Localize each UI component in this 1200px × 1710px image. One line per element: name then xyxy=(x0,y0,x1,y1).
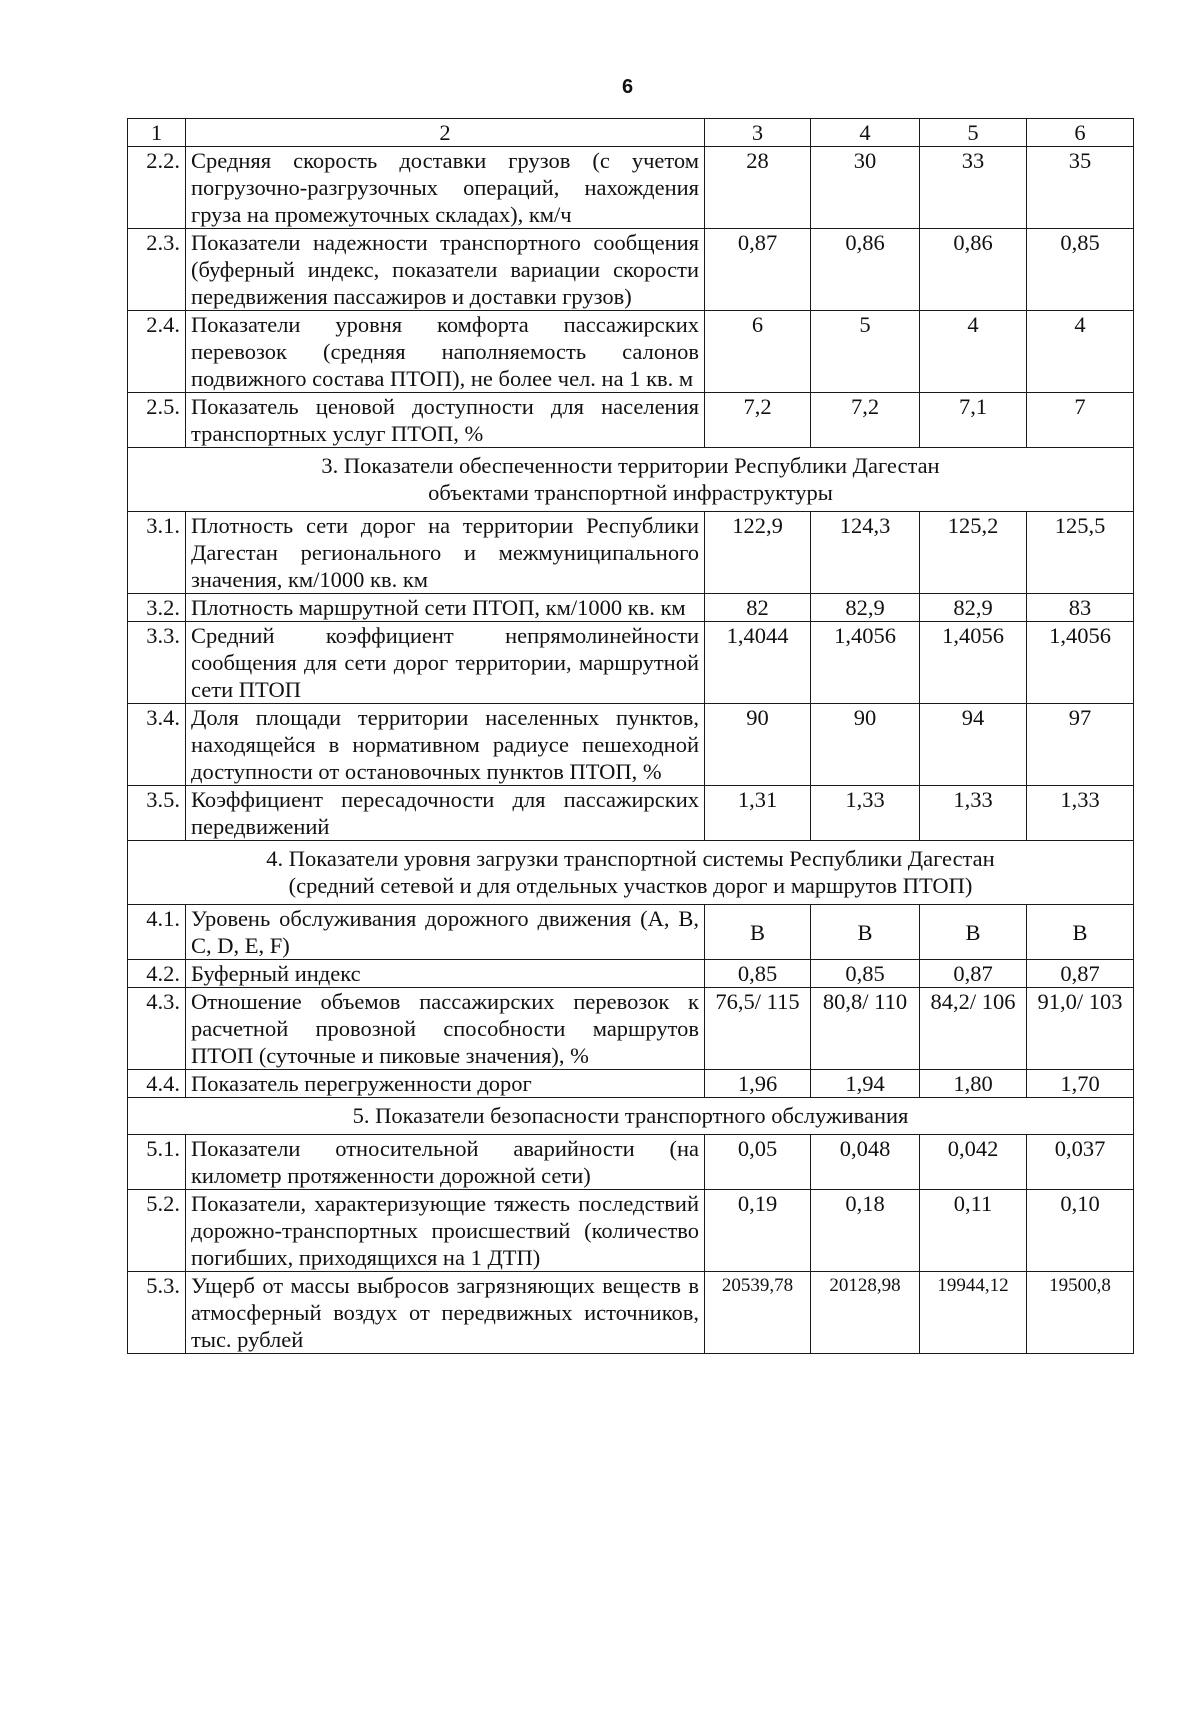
value-col-4: 90 xyxy=(811,704,920,786)
indicator-description: Показатели уровня комфорта пассажирских перевозок (средняя наполняемость салонов подвижного состава ПТОП), не более чел. на 1 кв. м xyxy=(186,311,705,393)
value-col-3: 20539,78 xyxy=(705,1272,811,1354)
value-col-4: 82,9 xyxy=(811,594,920,622)
value-col-6: 97 xyxy=(1027,704,1134,786)
indicator-number: 4.4. xyxy=(128,1070,186,1098)
indicator-description: Доля площади территории населенных пунктов, находящейся в нормативном радиусе пешеходной доступности от остановочных пунктов ПТОП, % xyxy=(186,704,705,786)
indicator-number: 5.2. xyxy=(128,1190,186,1272)
value-col-4: 0,86 xyxy=(811,229,920,311)
value-col-5: B xyxy=(920,905,1027,960)
value-col-3: 28 xyxy=(705,147,811,229)
value-col-5: 4 xyxy=(920,311,1027,393)
indicator-row xyxy=(128,704,1134,786)
indicator-number: 5.3. xyxy=(128,1272,186,1354)
indicator-row xyxy=(128,594,1134,622)
value-col-6: 19500,8 xyxy=(1027,1272,1134,1354)
value-col-5: 1,4056 xyxy=(920,622,1027,704)
indicator-description: Ущерб от массы выбросов загрязняющих веществ в атмосферный воздух от передвижных источников, тыс. рублей xyxy=(186,1272,705,1354)
indicator-number: 3.4. xyxy=(128,704,186,786)
value-col-4: 30 xyxy=(811,147,920,229)
indicator-row xyxy=(128,960,1134,988)
indicator-row xyxy=(128,1190,1134,1272)
indicator-number: 5.1. xyxy=(128,1135,186,1190)
indicator-row xyxy=(128,229,1134,311)
value-col-6: 35 xyxy=(1027,147,1134,229)
section-heading xyxy=(128,1098,1134,1135)
indicator-number: 2.2. xyxy=(128,147,186,229)
value-col-3: 0,05 xyxy=(705,1135,811,1190)
column-number-cell: 6 xyxy=(1027,119,1134,147)
section-heading xyxy=(128,841,1134,905)
value-col-4: 1,33 xyxy=(811,786,920,841)
value-col-4: 80,8/ 110 xyxy=(811,988,920,1070)
value-col-4: 0,18 xyxy=(811,1190,920,1272)
section-heading-row xyxy=(128,448,1134,512)
value-col-4: 0,85 xyxy=(811,960,920,988)
indicator-number: 4.1. xyxy=(128,905,186,960)
value-col-5: 0,86 xyxy=(920,229,1027,311)
value-col-4: 0,048 xyxy=(811,1135,920,1190)
value-col-6: 0,037 xyxy=(1027,1135,1134,1190)
value-col-3: B xyxy=(705,905,811,960)
section-heading-line: 5. Показатели безопасности транспортного обслуживания xyxy=(352,1103,909,1128)
indicators-table xyxy=(127,118,1134,1354)
value-col-3: 1,31 xyxy=(705,786,811,841)
column-number-cell: 3 xyxy=(705,119,811,147)
indicator-row xyxy=(128,1070,1134,1098)
section-heading-row xyxy=(128,841,1134,905)
value-col-6: 1,4056 xyxy=(1027,622,1134,704)
value-col-3: 90 xyxy=(705,704,811,786)
indicator-number: 3.5. xyxy=(128,786,186,841)
section-heading-line: (средний сетевой и для отдельных участков дорог и маршрутов ПТОП) xyxy=(288,873,973,898)
indicator-number: 2.4. xyxy=(128,311,186,393)
value-col-5: 82,9 xyxy=(920,594,1027,622)
value-col-6: 1,33 xyxy=(1027,786,1134,841)
section-heading xyxy=(128,448,1134,512)
value-col-3: 76,5/ 115 xyxy=(705,988,811,1070)
indicator-description: Средняя скорость доставки грузов (с учетом погрузочно-разгрузочных операций, нахождения груза на промежуточных складах), км/ч xyxy=(186,147,705,229)
value-col-6: B xyxy=(1027,905,1134,960)
value-col-5: 0,11 xyxy=(920,1190,1027,1272)
indicator-row xyxy=(128,905,1134,960)
value-col-6: 1,70 xyxy=(1027,1070,1134,1098)
indicator-description: Отношение объемов пассажирских перевозок к расчетной провозной способности маршрутов ПТОП (суточные и пиковые значения), % xyxy=(186,988,705,1070)
value-col-5: 33 xyxy=(920,147,1027,229)
indicator-row xyxy=(128,311,1134,393)
value-col-5: 0,87 xyxy=(920,960,1027,988)
value-col-4: B xyxy=(811,905,920,960)
value-col-6: 91,0/ 103 xyxy=(1027,988,1134,1070)
value-col-5: 7,1 xyxy=(920,393,1027,448)
indicator-number: 4.2. xyxy=(128,960,186,988)
value-col-5: 125,2 xyxy=(920,512,1027,594)
indicator-row xyxy=(128,1135,1134,1190)
value-col-6: 0,87 xyxy=(1027,960,1134,988)
indicator-row xyxy=(128,786,1134,841)
value-col-3: 7,2 xyxy=(705,393,811,448)
value-col-3: 6 xyxy=(705,311,811,393)
value-col-4: 1,94 xyxy=(811,1070,920,1098)
column-number-cell: 5 xyxy=(920,119,1027,147)
section-heading-line: 3. Показатели обеспеченности территории Республики Дагестан xyxy=(321,453,940,478)
indicator-number: 3.1. xyxy=(128,512,186,594)
indicator-description: Показатели надежности транспортного сообщения (буферный индекс, показатели вариации скорости передвижения пассажиров и доставки грузов) xyxy=(186,229,705,311)
value-col-5: 1,33 xyxy=(920,786,1027,841)
indicator-description: Показатели, характеризующие тяжесть последствий дорожно-транспортных происшествий (количество погибших, приходящихся на 1 ДТП) xyxy=(186,1190,705,1272)
column-number-cell: 2 xyxy=(186,119,705,147)
value-col-5: 1,80 xyxy=(920,1070,1027,1098)
indicator-number: 3.3. xyxy=(128,622,186,704)
value-col-3: 122,9 xyxy=(705,512,811,594)
indicator-row xyxy=(128,512,1134,594)
page-number: 6 xyxy=(621,76,634,98)
indicator-description: Показатель перегруженности дорог xyxy=(186,1070,705,1098)
section-heading-line: 4. Показатели уровня загрузки транспортной системы Республики Дагестан xyxy=(266,846,995,871)
value-col-6: 4 xyxy=(1027,311,1134,393)
column-number-cell: 4 xyxy=(811,119,920,147)
value-col-3: 0,87 xyxy=(705,229,811,311)
value-col-4: 7,2 xyxy=(811,393,920,448)
indicator-number: 3.2. xyxy=(128,594,186,622)
value-col-6: 0,85 xyxy=(1027,229,1134,311)
section-heading-row xyxy=(128,1098,1134,1135)
value-col-5: 0,042 xyxy=(920,1135,1027,1190)
indicator-row xyxy=(128,988,1134,1070)
column-number-row xyxy=(128,119,1134,147)
indicator-description: Показатели относительной аварийности (на километр протяженности дорожной сети) xyxy=(186,1135,705,1190)
value-col-4: 124,3 xyxy=(811,512,920,594)
value-col-5: 84,2/ 106 xyxy=(920,988,1027,1070)
value-col-6: 7 xyxy=(1027,393,1134,448)
indicator-description: Средний коэффициент непрямолинейности сообщения для сети дорог территории, маршрутной сети ПТОП xyxy=(186,622,705,704)
indicator-description: Коэффициент пересадочности для пассажирских передвижений xyxy=(186,786,705,841)
indicator-row xyxy=(128,1272,1134,1354)
indicator-number: 4.3. xyxy=(128,988,186,1070)
indicator-row xyxy=(128,622,1134,704)
value-col-6: 125,5 xyxy=(1027,512,1134,594)
value-col-3: 82 xyxy=(705,594,811,622)
value-col-3: 0,19 xyxy=(705,1190,811,1272)
value-col-5: 94 xyxy=(920,704,1027,786)
value-col-4: 1,4056 xyxy=(811,622,920,704)
indicator-description: Показатель ценовой доступности для населения транспортных услуг ПТОП, % xyxy=(186,393,705,448)
value-col-3: 1,96 xyxy=(705,1070,811,1098)
indicator-description: Уровень обслуживания дорожного движения (A, B, C, D, E, F) xyxy=(186,905,705,960)
value-col-3: 1,4044 xyxy=(705,622,811,704)
value-col-6: 0,10 xyxy=(1027,1190,1134,1272)
section-heading-line: объектами транспортной инфраструктуры xyxy=(428,480,833,505)
value-col-6: 83 xyxy=(1027,594,1134,622)
indicator-number: 2.3. xyxy=(128,229,186,311)
value-col-4: 5 xyxy=(811,311,920,393)
value-col-5: 19944,12 xyxy=(920,1272,1027,1354)
column-number-cell: 1 xyxy=(128,119,186,147)
indicator-number: 2.5. xyxy=(128,393,186,448)
indicator-description: Плотность сети дорог на территории Республики Дагестан регионального и межмуниципального значения, км/1000 кв. км xyxy=(186,512,705,594)
indicator-description: Буферный индекс xyxy=(186,960,705,988)
indicator-row xyxy=(128,147,1134,229)
indicator-row xyxy=(128,393,1134,448)
indicators-table-body xyxy=(128,119,1134,1354)
indicator-description: Плотность маршрутной сети ПТОП, км/1000 кв. км xyxy=(186,594,705,622)
value-col-3: 0,85 xyxy=(705,960,811,988)
value-col-4: 20128,98 xyxy=(811,1272,920,1354)
